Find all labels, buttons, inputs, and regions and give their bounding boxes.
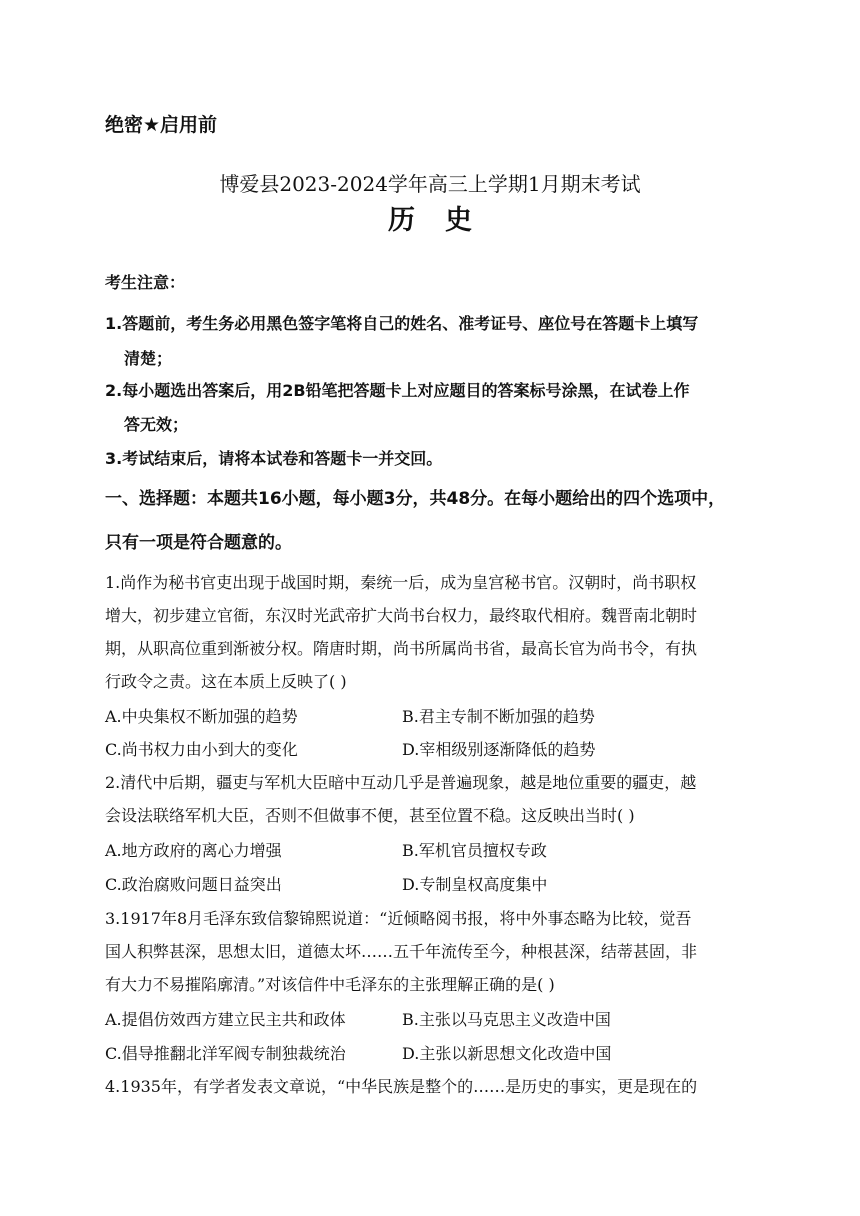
question-1-option-b: B.君主专制不断加强的趋势 — [402, 707, 595, 726]
section-heading-cont: 只有一项是符合题意的。 — [105, 533, 292, 553]
notice-item-3: 3.考试结束后，请将本试卷和答题卡一并交回。 — [105, 449, 443, 468]
question-1-line-1: 1.尚作为秘书官吏出现于战国时期，秦统一后，成为皇宫秘书官。汉朝时，尚书职权 — [105, 573, 697, 592]
question-3-option-d: D.主张以新思想文化改造中国 — [402, 1044, 612, 1063]
question-2-option-d: D.专制皇权高度集中 — [402, 875, 548, 894]
subject-title: 历史 — [388, 205, 502, 236]
question-1-option-a: A.中央集权不断加强的趋势 — [105, 707, 298, 726]
notice-item-1: 1.答题前，考生务必用黑色签字笔将自己的姓名、准考证号、座位号在答题卡上填写 — [105, 314, 699, 333]
question-2-line-2: 会设法联络军机大臣，否则不但做事不便，甚至位置不稳。这反映出当时( ) — [105, 806, 635, 825]
question-2-option-b: B.军机官员擅权专政 — [402, 841, 547, 860]
question-3-option-c: C.倡导推翻北洋军阀专制独裁统治 — [105, 1044, 346, 1063]
section-heading: 一、选择题：本题共16小题，每小题3分，共48分。在每小题给出的四个选项中， — [105, 489, 726, 509]
question-3-line-3: 有大力不易摧陷廓清。”对该信件中毛泽东的主张理解正确的是( ) — [105, 975, 555, 994]
notice-item-2-cont: 答无效； — [124, 415, 189, 434]
notice-item-2: 2.每小题选出答案后，用2B铅笔把答题卡上对应题目的答案标号涂黑，在试卷上作 — [105, 381, 690, 400]
question-3-line-2: 国人积弊甚深，思想太旧，道德太坏……五千年流传至今，种根甚深，结蒂甚固，非 — [105, 942, 698, 961]
question-3-option-b: B.主张以马克思主义改造中国 — [402, 1010, 611, 1029]
question-1-line-4: 行政令之责。这在本质上反映了( ) — [105, 672, 347, 691]
question-2-option-a: A.地方政府的离心力增强 — [105, 841, 282, 860]
confidential-mark: 绝密★启用前 — [105, 114, 218, 136]
question-1-option-d: D.宰相级别逐渐降低的趋势 — [402, 740, 596, 759]
question-3-line-1: 3.1917年8月毛泽东致信黎锦熙说道：“近倾略阅书报，将中外事态略为比较，觉吾 — [105, 909, 692, 928]
notice-heading: 考生注意： — [105, 273, 186, 292]
question-4-line-1: 4.1935年，有学者发表文章说，“中华民族是整个的……是历史的事实，更是现在的 — [105, 1077, 698, 1096]
question-2-line-1: 2.清代中后期，疆吏与军机大臣暗中互动几乎是普遍现象，越是地位重要的疆吏，越 — [105, 773, 697, 792]
question-3-option-a: A.提倡仿效西方建立民主共和政体 — [105, 1010, 346, 1029]
exam-title: 博爱县2023-2024学年高三上学期1月期末考试 — [219, 172, 641, 196]
question-1-line-3: 期，从职高位重到渐被分权。隋唐时期，尚书所属尚书省，最高长官为尚书令，有执 — [105, 639, 698, 658]
notice-item-1-cont: 清楚； — [124, 349, 173, 368]
question-2-option-c: C.政治腐败问题日益突出 — [105, 875, 282, 894]
question-1-option-c: C.尚书权力由小到大的变化 — [105, 740, 298, 759]
question-1-line-2: 增大，初步建立官衙，东汉时光武帝扩大尚书台权力，最终取代相府。魏晋南北朝时 — [105, 606, 698, 625]
